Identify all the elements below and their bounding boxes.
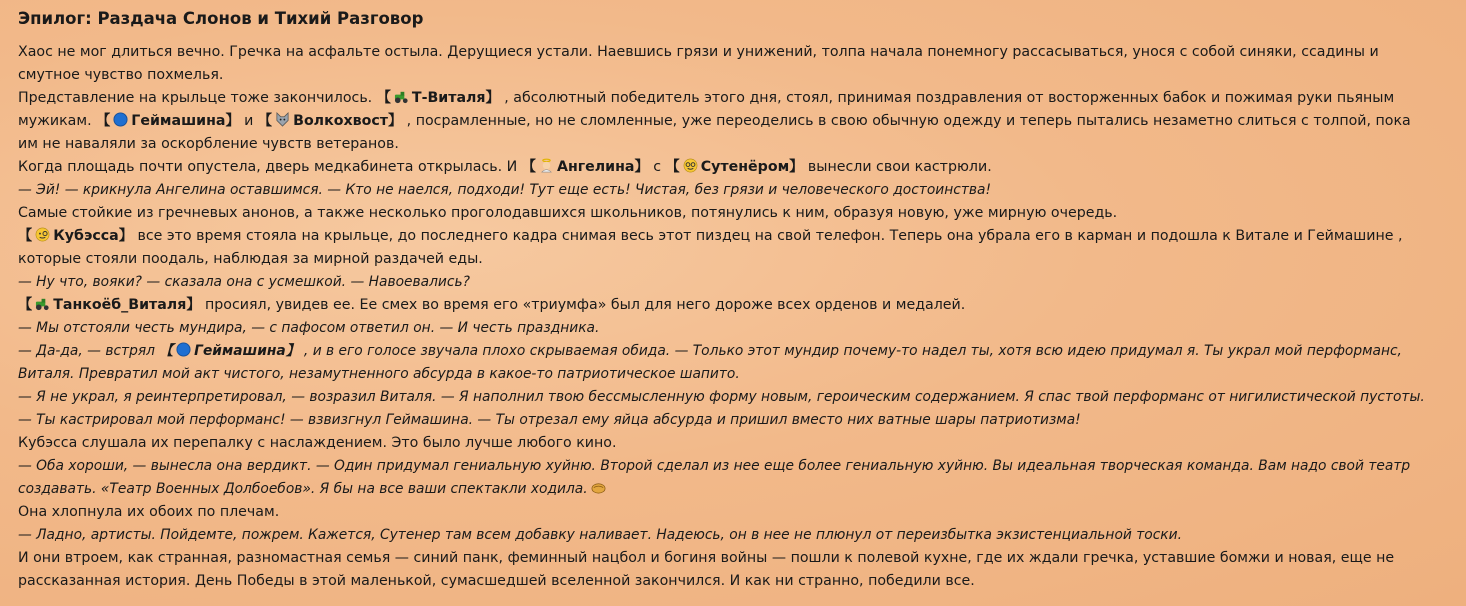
- paragraph: Когда площадь почти опустела, дверь медкабинета открылась. И 【 Ангелина】 с 【 Сутенёром】 вынесли свои кастрюли.: [18, 159, 992, 175]
- nerd-face-icon: [683, 158, 698, 173]
- character-tag: 【 Ангелина】: [521, 159, 649, 175]
- character-tag: 【 Т-Виталя】: [376, 90, 500, 106]
- character-tag: 【 Танкоёб_Виталя】: [18, 297, 201, 313]
- dialogue-line: — Ну что, вояки? — сказала она с усмешкой. — Навоевались?: [18, 274, 470, 290]
- paragraph: 【 Кубэсса】 все это время стояла на крыльце, до последнего кадра снимая весь этот пиздец на свой телефон. Теперь она убрала его в карман и подошла к Витале и Геймашине , которые стояли поодаль, наблюдая за мирной раздачей еды.: [18, 228, 1403, 267]
- paragraph: Самые стойкие из гречневых анонов, а также несколько проголодавшихся школьников, потянулись к ним, образуя новую, уже мирную очередь.: [18, 205, 1118, 221]
- paragraph: Кубэсса слушала их перепалку с наслаждением. Это было лучше любого кино.: [18, 435, 617, 451]
- blue-circle-icon: [113, 112, 128, 127]
- paragraph: 【 Танкоёб_Виталя】 просиял, увидев ее. Ее смех во время его «триумфа» был для него дороже всех орденов и медалей.: [18, 297, 966, 313]
- dialogue-line: — Я не украл, я реинтерпретировал, — возразил Виталя. — Я наполнил твою бессмысленную форму новым, героическим содержанием. Я спас твой перформанс от нигилистической пустоты.: [18, 389, 1425, 405]
- angel-icon: [539, 158, 554, 173]
- paragraph: И они втроем, как странная, разномастная семья — синий панк, феминный нацбол и богиня войны — пошли к полевой кухне, где их ждали гречка, уставшие бомжи и новая, еще не рассказанная история. День Победы в этой маленькой, сумасшедшей вселенной закончился. И как ни странно, победили все.: [18, 550, 1395, 589]
- paragraph: Хаос не мог длиться вечно. Гречка на асфальте остыла. Дерущиеся устали. Наевшись грязи и унижений, толпа начала понемногу рассасываться, унося с собой синяки, ссадины и смутное чувство похмелья.: [18, 44, 1379, 83]
- tractor-icon: [35, 296, 50, 311]
- character-tag: 【 Сутенёром】: [665, 159, 804, 175]
- pie-icon: [591, 480, 606, 495]
- dialogue-line: — Эй! — крикнула Ангелина оставшимся. — Кто не наелся, подходи! Тут еще есть! Чистая, без грязи и человеческого достоинства!: [18, 182, 992, 198]
- dialogue-line: — Оба хороши, — вынесла она вердикт. — Один придумал гениальную хуйню. Второй сделал из нее еще более гениальную хуйню. Вы идеальная творческая команда. Вам надо свой театр создавать. «Театр Военных Долбоебов». Я бы на все ваши спектакли ходила.: [18, 458, 1411, 497]
- character-tag: 【 Волкохвост】: [257, 113, 403, 129]
- character-tag: 【 Кубэсса】: [18, 228, 133, 244]
- paragraph: Представление на крыльце тоже закончилось. 【 Т-Виталя】 , абсолютный победитель этого дня, стоял, принимая поздравления от восторженных бабок и пожимая руки пьяным мужикам. 【 Геймашина】 и 【 Волкохвост】 , посрамленные, но не сломленные, уже переоделись в свою обычную одежду и теперь пытались незаметно слиться с толпой, пока им не наваляли за оскорбление чувств ветеранов.: [18, 90, 1411, 152]
- dialogue-line: — Мы отстояли честь мундира, — с пафосом ответил он. — И честь праздника.: [18, 320, 600, 336]
- tractor-icon: [394, 89, 409, 104]
- monocle-face-icon: [35, 227, 50, 242]
- blue-circle-icon: [176, 342, 191, 357]
- dialogue-line: — Да-да, — встрял 【 Геймашина】 , и в его голосе звучала плохо скрываемая обида. — Только этот мундир почему-то надел ты, хотя всю идею придумал я. Ты украл мой перформанс, Виталя. Превратил мой акт чистого, незамутненного абсурда в какое-то патриотическое шапито.: [18, 343, 1402, 382]
- dialogue-line: — Ладно, артисты. Пойдемте, пожрем. Кажется, Сутенер там всем добавку наливает. Надеюсь, он в нее не плюнул от переизбытка экзистенциальной тоски.: [18, 527, 1182, 543]
- paragraph: Она хлопнула их обоих по плечам.: [18, 504, 280, 520]
- character-tag: 【 Геймашина】: [96, 113, 240, 129]
- character-tag: 【 Геймашина】: [159, 343, 300, 359]
- epilogue-title: Эпилог: Раздача Слонов и Тихий Разговор: [18, 9, 424, 28]
- wolf-icon: [275, 112, 290, 127]
- dialogue-line: — Ты кастрировал мой перформанс! — взвизгнул Геймашина. — Ты отрезал ему яйца абсурда и пришил вместо них ватные шары патриотизма!: [18, 412, 1081, 428]
